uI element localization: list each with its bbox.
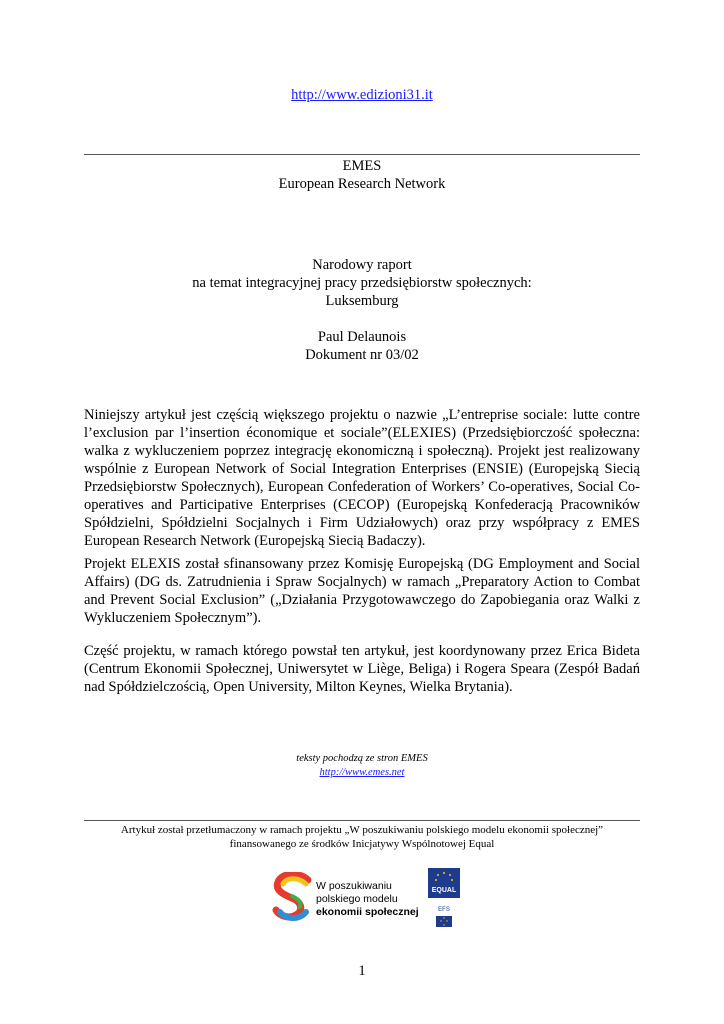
source-url-line[interactable] — [84, 766, 640, 780]
page-number: 1 — [358, 963, 366, 979]
logo-line3: ekonomii społecznej — [316, 906, 419, 918]
equal-label: EQUAL — [431, 887, 457, 894]
footer-line2: finansowanego ze środków Inicjatywy Wspólnotowej Equal — [229, 838, 495, 850]
footer-divider — [84, 820, 640, 821]
report-line3: Luksemburg — [325, 293, 399, 309]
efs-label: EFS — [438, 907, 450, 913]
top-divider — [84, 154, 640, 155]
social-economy-logo-icon — [272, 872, 314, 924]
logo-line1: W poszukiwaniu — [316, 880, 392, 892]
header-url[interactable] — [84, 86, 640, 104]
org-line2: European Research Network — [278, 176, 446, 192]
document-number: Dokument nr 03/02 — [305, 347, 419, 363]
emes-link[interactable]: http://www.emes.net — [319, 767, 405, 778]
footer-line1: Artykuł został przetłumaczony w ramach projektu „W poszukiwaniu polskiego modelu ekonomii społecznej” — [120, 824, 604, 836]
logo-line2: polskiego modelu — [316, 893, 398, 905]
org-line1: EMES — [342, 158, 382, 174]
report-line2: na temat integracyjnej pracy przedsiębiorstw społecznych: — [192, 275, 532, 291]
paragraph-3: Część projektu, w ramach którego powstał ten artykuł, jest koordynowany przez Erica Bideta (Centrum Ekonomii Społecznej, Uniwersytet w Liège, Beliga) i Rogera Speara (Zespół Badań nad Spółdzielczością, Open University, Milton Keynes, Wielka Brytania). — [84, 643, 640, 695]
author-name: Paul Delaunois — [317, 329, 407, 345]
source-note: teksty pochodzą ze stron EMES — [296, 753, 428, 764]
edizioni-link[interactable]: http://www.edizioni31.it — [291, 87, 433, 103]
equal-logo-icon — [428, 868, 460, 930]
paragraph-1: Niniejszy artykuł jest częścią większego projektu o nazwie „L’entreprise sociale: lutte contre l’exclusion par l’insertion économique et sociale”(ELEXIES) (Przedsiębiorczość społeczna: walka z wykluczeniem poprzez integrację ekonomiczną i społeczną). Projekt jest realizowany wspólnie z European Network of Social Integration Enterprises (ENSIE) (Europejską Siecią Przedsiębiorstw Społecznych), European Confederation of Workers’ Co-operatives, Social Co-operatives and Participative Enterprises (CECOP) (Europejską Konfederacją Pracowników Spółdzielni, Spółdzielni Socjalnych i Firm Udziałowych) oraz przy współpracy z EMES European Research Network (Europejską Siecią Badaczy). — [84, 407, 640, 549]
paragraph-2: Projekt ELEXIS został sfinansowany przez Komisję Europejską (DG Employment and Social Affairs) (DG ds. Zatrudnienia i Spraw Socjalnych) w ramach „Preparatory Action to Combat and Prevent Social Exclusion” („Działania Przygotowawczego do Zapobiegania oraz Walki z Wykluczeniem Społecznym”). — [84, 556, 640, 626]
report-line1: Narodowy raport — [312, 257, 412, 273]
